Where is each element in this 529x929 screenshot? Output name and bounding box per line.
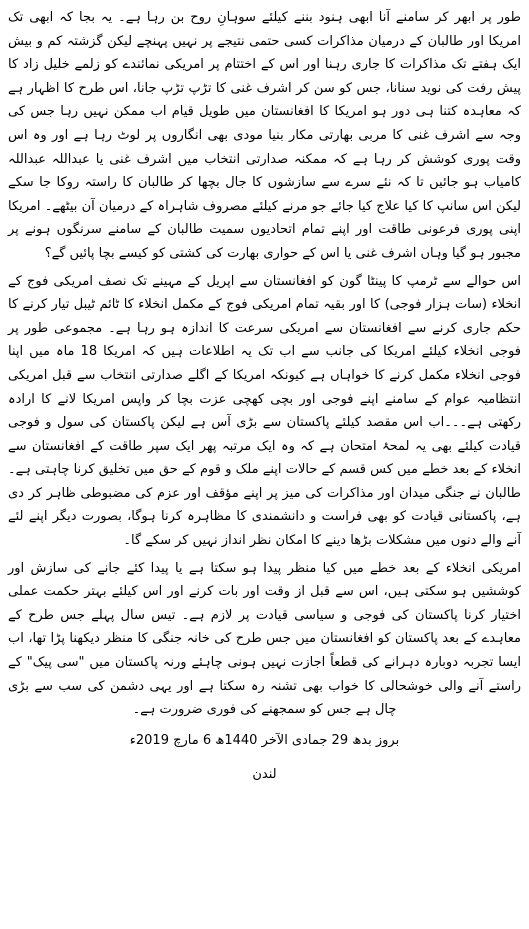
article-paragraph-2: اس حوالے سے ٹرمپ کا پینٹا گون کو افغانستان سے اپریل کے مہینے تک نصف امریکی فوج کے انخلاء (سات ہزار فوجی) کا اور بقیہ تمام امریکی فوج کے مکمل انخلاء کا ٹائم ٹیبل تیار کرنے کا حکم جاری کرنے سے افغانستان سے امریکی سرعت کا اندازہ ہو رہا ہے۔ مجموعی طور پر فوجی انخلاء کیلئے امریکا کی جانب سے اب تک یہ اطلاعات ہیں کہ امریکا 18 ماہ میں اپنا فوجی انخلاء مکمل کرنے کا خواہاں ہے کیونکہ امریکا کے اگلے صدارتی انتخاب سے قبل امریکی انتظامیہ عوام کے سامنے اپنے فوجی اور بچی کھچی عزت بچا کر واپس امریکا لانے کا ارادہ رکھتی ہے۔۔۔اب اس مقصد کیلئے پاکستان سے بڑی آس ہے لیکن پاکستان کی سول و فوجی قیادت کیلئے بھی یہ لمحۂ امتحان ہے کہ وہ ایک مرتبہ پھر ایک سپر طاقت کے افغانستان سے انخلاء کے بعد خطے میں کس قسم کے حالات اپنے ملک و قوم کے حق میں تخلیق کرنا چاہتی ہے۔ طالبان نے جنگی میدان اور مذاکرات کی میز پر اپنے مؤقف اور عزم کی مضبوطی ظاہر کر دی ہے، پاکستانی قیادت کو بھی فراست و دانشمندی کا مظاہرہ کرنا ہوگا، بصورت دیگر اپنے لئے آنے والے دنوں میں مشکلات بڑھا دینے کا امکان نظر انداز نہیں کر سکے گا۔ bbox=[8, 273, 521, 549]
article-paragraph-1: طور پر ابھر کر سامنے آنا ابھی ہنود بننے کیلئے سوہانِ روح بن رہا ہے۔ یہ بجا کہ ابھی تک امریکا اور طالبان کے درمیان مذاکرات کسی حتمی نتیجے پر نہیں پہنچے لیکن گزشتہ کم و بیش ایک ہفتے تک مذاکرات کا جاری رہنا اور اس کے اختتام پر امریکی نمائندے کو زلمے خلیل زاد کا پیش رفت کی نوید سنانا، جس کو سن کر اشرف غنی کا تڑپ تڑپ جانا، اس طرح کا اظہار ہے کہ معاہدہ کتنا ہی دور ہو امریکا کا افغانستان میں طویل قیام اب ممکن نہیں رہا جس کی وجہ سے اشرف غنی کا مربی بھارتی مکار بنیا مودی بھی انگاروں پر لوٹ رہا ہے اور وہ اس وقت پوری کوشش کر رہا ہے کہ ممکنہ صدارتی انتخاب میں اشرف غنی یا عبداللہ عبداللہ کامیاب ہو جائیں تا کہ نئے سرے سے سازشوں کا جال بچھا کر طالبان کا راستہ روکا جا سکے لیکن اس سانپ کا کیا علاج کیا جائے جو مرنے کیلئے مصروف شاہراہ کے درمیان آن بیٹھے۔ امریکا اپنی پوری فرعونی طاقت اور اپنے تمام اتحادیوں سمیت طالبان کے سامنے سرنگوں ہونے پر مجبور ہو گیا وہاں اشرف غنی یا اس کے حواری بھارت کی کشتی کو کیسے بچا پائیں گے؟ bbox=[8, 10, 521, 261]
article-date-line: بروز بدھ 29 جمادی الآخر 1440ھ 6 مارچ 2019ء bbox=[129, 732, 400, 748]
article-paragraph-3: امریکی انخلاء کے بعد خطے میں کیا منظر پیدا ہو سکتا ہے یا پیدا کئے جانے کی سازش اور کوششیں ہو سکتی ہیں، اس سے قبل از وقت اور بات کرنے اور اس کیلئے بہتر حکمت عملی اختیار کرنا پاکستان کی فوجی و سیاسی قیادت پر لازم ہے۔ تیس سال پہلے جس طرح کے معاہدے کے بعد پاکستان کو افغانستان میں جس طرح کی خانہ جنگی کا منظر دیکھنا پڑا تھا، اب ایسا تجربہ دوبارہ دہرانے کی قطعاً اجازت نہیں ہونی چاہئے ورنہ پاکستان میں "سی پیک" کے راستے آنے والی خوشحالی کا خواب بھی تشنہ رہ سکتا ہے اور یہی دشمن کی سب سے بڑی چال ہے جس کو سمجھنے کی فوری ضرورت ہے۔ bbox=[8, 560, 521, 718]
article-place: لندن bbox=[252, 766, 277, 782]
